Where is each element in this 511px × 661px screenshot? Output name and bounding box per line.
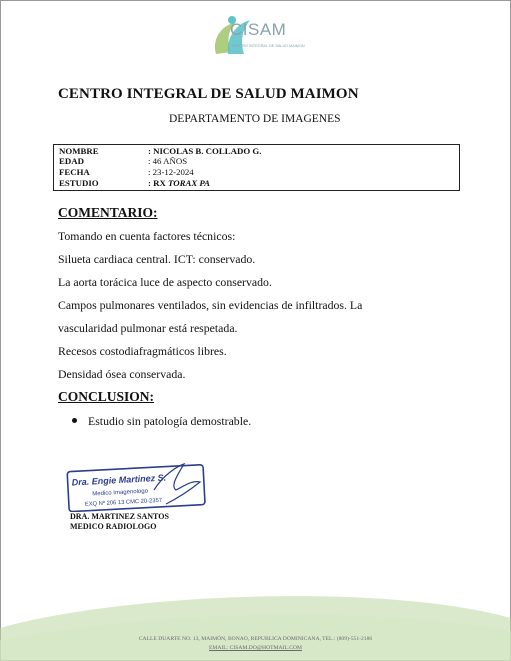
logo-subtitle: CENTRO INTEGRAL DE SALUD MAIMON xyxy=(232,44,305,48)
patient-value-age: : 46 AÑOS xyxy=(148,156,188,166)
comment-line-6: Recesos costodiafragmáticos libres. xyxy=(58,344,227,358)
department-label: DEPARTAMENTO DE IMAGENES xyxy=(169,113,341,125)
signature-stamp xyxy=(66,460,212,512)
bullet-icon xyxy=(72,418,77,423)
patient-value-name: : NICOLAS B. COLLADO G. xyxy=(148,146,262,156)
patient-info-box xyxy=(53,144,460,191)
patient-label-study: ESTUDIO xyxy=(59,178,99,188)
signer-title: MEDICO RADIOLOGO xyxy=(70,522,157,531)
signer-name: DRA. MARTINEZ SANTOS xyxy=(70,512,169,521)
page-title: CENTRO INTEGRAL DE SALUD MAIMON xyxy=(58,86,359,102)
patient-label-age: EDAD xyxy=(59,156,84,166)
patient-value-study xyxy=(148,178,210,189)
study-type: TORAX PA xyxy=(168,178,211,188)
logo-name: CISAM xyxy=(230,20,287,39)
conclusion-heading: CONCLUSION: xyxy=(58,389,155,404)
stamp-exeq: EXQ Nº 206 13 CMC 20-2357 xyxy=(84,497,163,508)
comment-line-3: La aorta torácica luce de aspecto conservado. xyxy=(58,275,272,289)
comment-line-7: Densidad ósea conservada. xyxy=(58,367,186,381)
comment-line-1: Tomando en cuenta factores técnicos: xyxy=(58,229,236,243)
conclusion-item: Estudio sin patología demostrable. xyxy=(88,414,252,428)
comment-line-4: Campos pulmonares ventilados, sin evidencias de infiltrados. La xyxy=(58,298,363,312)
study-prefix: : RX xyxy=(148,178,169,188)
stamp-role: Medico Imagenologo xyxy=(92,488,149,498)
patient-value-date: : 23-12-2024 xyxy=(148,167,194,177)
footer-address: CALLE DUARTE NO. 13, MAIMÓN, BONAO, REPUBLICA DOMINICANA, TEL.: (809)-551-2186 xyxy=(138,636,373,642)
stamp-name: Dra. Engie Martinez S. xyxy=(71,472,167,488)
comment-line-5: vascularidad pulmonar está respetada. xyxy=(58,321,238,335)
patient-label-name: NOMBRE xyxy=(59,146,99,156)
comment-line-2: Silueta cardiaca central. ICT: conservado. xyxy=(58,252,256,266)
patient-label-date: FECHA xyxy=(59,167,90,177)
comment-heading: COMENTARIO: xyxy=(58,205,158,220)
footer-email: EMAIL: CISAM.DO@HOTMAIL.COM xyxy=(209,645,302,651)
